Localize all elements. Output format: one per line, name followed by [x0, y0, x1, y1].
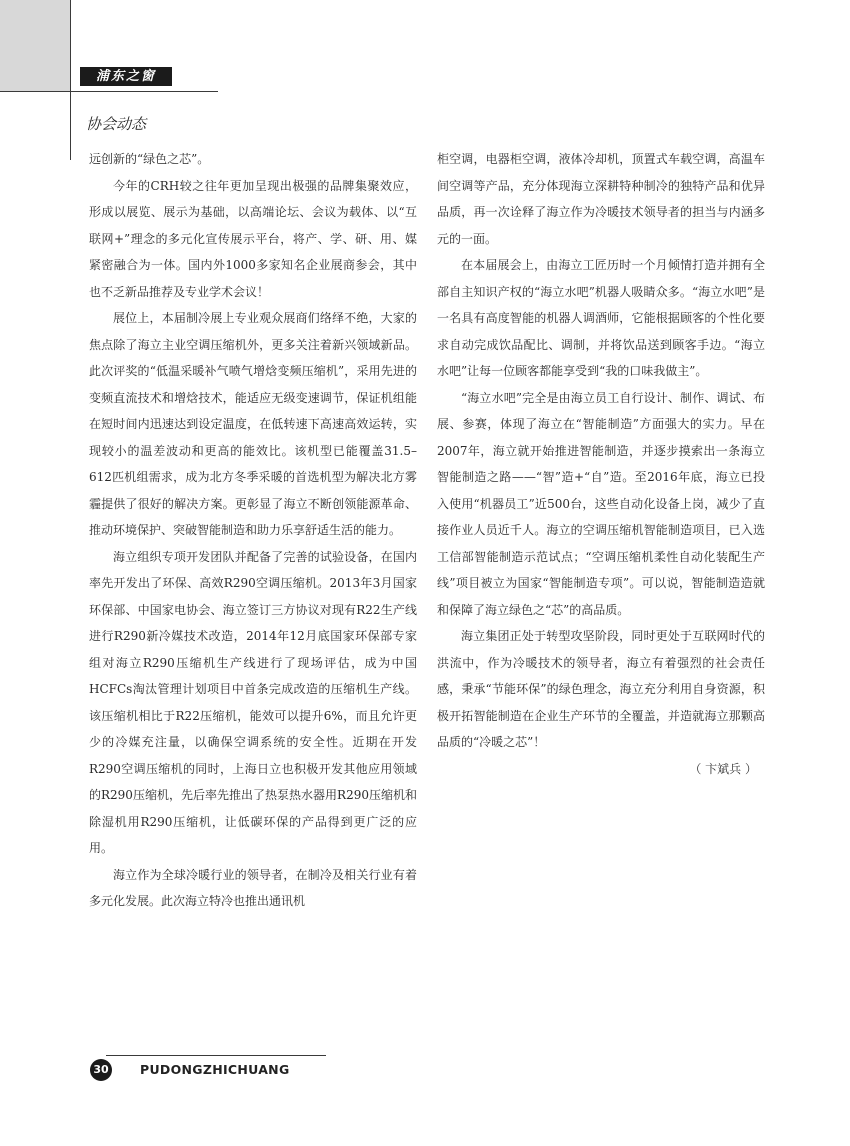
- section-title: 协会动态: [86, 115, 147, 133]
- paragraph: 展位上，本届制冷展上专业观众展商们络绎不绝，大家的焦点除了海立主业空调压缩机外，更多关注着新兴领域新品。此次评奖的“低温采暖补气喷气增焓变频压缩机”，采用先进的变频直流技术和增焓技术，能适应无级变速调节，保证机组能在短时间内迅速达到设定温度，在低转速下高速高效运转，实现较小的温差波动和更高的能效比。该机型已能覆盖31.5–612匹机组需求，成为北方冬季采暖的首选机型为解决北方雾霾提供了很好的解决方案。更彰显了海立不断创领能源革命、推动环境保护、突破智能制造和助力乐享舒适生活的能力。: [89, 311, 417, 537]
- paragraph: 海立作为全球冷暖行业的领导者，在制冷及相关行业有着多元化发展。此次海立特冷也推出通讯机: [89, 867, 417, 908]
- header-vertical-rule: [70, 0, 71, 160]
- paragraph: 柜空调，电器柜空调，液体冷却机，顶置式车载空调，高温车间空调等产品，充分体现海立深耕特种制冷的独特产品和优异品质，再一次诠释了海立作为冷暖技术领导者的担当与内涵多元的一面。: [437, 152, 765, 246]
- footer-rule: [106, 1055, 326, 1056]
- right-column: [437, 146, 765, 782]
- header-gray-tab: [0, 0, 70, 92]
- paragraph: 远创新的“绿色之芯”。: [89, 152, 210, 166]
- left-column: [89, 146, 417, 915]
- header-horizontal-rule: [0, 91, 218, 92]
- author-signature: （ 卞斌兵 ）: [689, 761, 757, 776]
- paragraph: 今年的CRH较之往年更加呈现出极强的品牌集聚效应，形成以展览、展示为基础，以高端论坛、会议为载体、以“互联网+”理念的多元化宣传展示平台，将产、学、研、用、媒紧密融合为一体。国内外1000多家知名企业展商参会，其中也不乏新品推荐及专业学术会议！: [89, 178, 417, 299]
- paragraph: 海立组织专项开发团队并配备了完善的试验设备，在国内率先开发出了环保、高效R290空调压缩机。2013年3月国家环保部、中国家电协会、海立签订三方协议对现有R22生产线进行R290新冷媒技术改造，2014年12月底国家环保部专家组对海立R290压缩机生产线进行了现场评估，成为中国HCFCs淘汰管理计划项目中首条完成改造的压缩机生产线。该压缩机相比于R22压缩机，能效可以提升6%，而且允许更少的冷媒充注量，以确保空调系统的安全性。近期在开发R290空调压缩机的同时，上海日立也积极开发其他应用领域的R290压缩机，先后率先推出了热泵热水器用R290压缩机和除湿机用R290压缩机，让低碳环保的产品得到更广泛的应用。: [89, 549, 417, 855]
- paragraph: 在本届展会上，由海立工匠历时一个月倾情打造并拥有全部自主知识产权的“海立水吧”机器人吸睛众多。“海立水吧”是一名具有高度智能的机器人调酒师，它能根据顾客的个性化要求自动完成饮品配比、调制，并将饮品送到顾客手边。“海立水吧”让每一位顾客都能享受到“我的口味我做主”。: [437, 258, 765, 378]
- magazine-name: PUDONGZHICHUANG: [140, 1062, 290, 1077]
- paragraph: “海立水吧”完全是由海立员工自行设计、制作、调试、布展、参赛，体现了海立在“智能制造”方面强大的实力。早在2007年，海立就开始推进智能制造，并逐步摸索出一条海立智能制造之路——“智”造+“自”造。至2016年底，海立已投入使用“机器员工”近500台，这些自动化设备上岗，减少了直接作业人员近千人。海立的空调压缩机智能制造项目，已入选工信部智能制造示范试点；“空调压缩机柔性自动化装配生产线”项目被立为国家“智能制造专项”。可以说，智能制造造就和保障了海立绿色之“芯”的高品质。: [437, 390, 765, 617]
- paragraph: 海立集团正处于转型攻坚阶段，同时更处于互联网时代的洪流中，作为冷暖技术的领导者，海立有着强烈的社会责任感，秉承“节能环保”的绿色理念，海立充分利用自身资源，积极开拓智能制造在企业生产环节的全覆盖，并造就海立那颗高品质的“冷暖之芯”！: [437, 629, 765, 749]
- page-number: 30: [90, 1059, 112, 1081]
- magazine-logo: 浦东之窗: [80, 67, 172, 86]
